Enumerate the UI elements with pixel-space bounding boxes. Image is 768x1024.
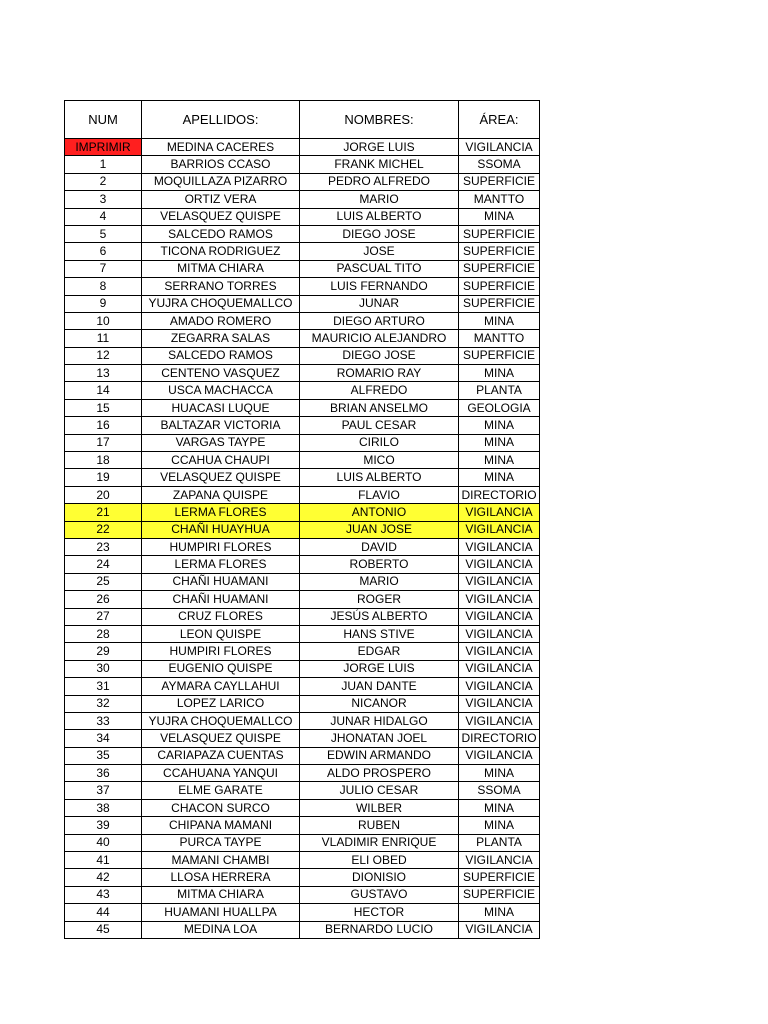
table-row (65, 191, 540, 208)
cell-nombres: DIEGO ARTURO (300, 312, 459, 329)
cell-nombres: JHONATAN JOEL (300, 730, 459, 747)
cell-area: VIGILANCIA (459, 678, 540, 695)
cell-area: MINA (459, 765, 540, 782)
cell-nombres: ALDO PROSPERO (300, 765, 459, 782)
table-row (65, 156, 540, 173)
cell-apellidos: HUMPIRI FLORES (142, 538, 300, 555)
table-row (65, 869, 540, 886)
cell-num: 36 (65, 765, 142, 782)
cell-num: 26 (65, 591, 142, 608)
cell-apellidos: BALTAZAR VICTORIA (142, 417, 300, 434)
cell-apellidos: CHAÑI HUAMANI (142, 591, 300, 608)
cell-num: 27 (65, 608, 142, 625)
cell-nombres: GUSTAVO (300, 886, 459, 903)
cell-num: 29 (65, 643, 142, 660)
cell-apellidos: VELASQUEZ QUISPE (142, 208, 300, 225)
cell-area: VIGILANCIA (459, 573, 540, 590)
cell-nombres: RUBEN (300, 817, 459, 834)
cell-num: 15 (65, 399, 142, 416)
cell-apellidos: LERMA FLORES (142, 504, 300, 521)
cell-area: SUPERFICIE (459, 260, 540, 277)
cell-apellidos: HUACASI LUQUE (142, 399, 300, 416)
cell-num: 11 (65, 330, 142, 347)
table-row (65, 747, 540, 764)
cell-num: 23 (65, 538, 142, 555)
cell-area: MINA (459, 417, 540, 434)
cell-nombres: JUAN DANTE (300, 678, 459, 695)
cell-num: 22 (65, 521, 142, 538)
cell-apellidos: CHACON SURCO (142, 799, 300, 816)
cell-nombres: FRANK MICHEL (300, 156, 459, 173)
cell-nombres: ALFREDO (300, 382, 459, 399)
cell-apellidos: CHAÑI HUAMANI (142, 573, 300, 590)
cell-nombres: DAVID (300, 538, 459, 555)
table-row (65, 660, 540, 677)
table-row (65, 834, 540, 851)
table-row (65, 504, 540, 521)
cell-area: VIGILANCIA (459, 521, 540, 538)
table-row (65, 365, 540, 382)
cell-nombres: DIEGO JOSE (300, 347, 459, 364)
table-row (65, 608, 540, 625)
cell-nombres: MARIO (300, 573, 459, 590)
cell-apellidos: CHAÑI HUAYHUA (142, 521, 300, 538)
cell-num: 25 (65, 573, 142, 590)
cell-nombres: ANTONIO (300, 504, 459, 521)
cell-apellidos: CARIAPAZA CUENTAS (142, 747, 300, 764)
cell-apellidos: AMADO ROMERO (142, 312, 300, 329)
table-row (65, 591, 540, 608)
cell-nombres: JORGE LUIS (300, 660, 459, 677)
cell-nombres: HECTOR (300, 904, 459, 921)
cell-nombres: CIRILO (300, 434, 459, 451)
cell-apellidos: LOPEZ LARICO (142, 695, 300, 712)
table-row (65, 382, 540, 399)
table-row (65, 625, 540, 642)
cell-nombres: WILBER (300, 799, 459, 816)
cell-area: MANTTO (459, 330, 540, 347)
cell-num: 1 (65, 156, 142, 173)
cell-nombres: EDGAR (300, 643, 459, 660)
cell-nombres: JUAN JOSE (300, 521, 459, 538)
cell-num: 38 (65, 799, 142, 816)
cell-apellidos: AYMARA CAYLLAHUI (142, 678, 300, 695)
cell-area: SUPERFICIE (459, 278, 540, 295)
cell-area: VIGILANCIA (459, 504, 540, 521)
cell-nombres: NICANOR (300, 695, 459, 712)
table-row (65, 556, 540, 573)
table-row (65, 695, 540, 712)
personnel-table (64, 100, 540, 939)
cell-area: VIGILANCIA (459, 625, 540, 642)
table-row (65, 521, 540, 538)
cell-nombres: LUIS FERNANDO (300, 278, 459, 295)
table-row (65, 886, 540, 903)
cell-apellidos: YUJRA CHOQUEMALLCO (142, 712, 300, 729)
table-row (65, 399, 540, 416)
cell-apellidos: MEDINA LOA (142, 921, 300, 938)
cell-apellidos: MEDINA CACERES (142, 139, 300, 156)
cell-nombres: JULIO CESAR (300, 782, 459, 799)
table-row (65, 330, 540, 347)
table-row (65, 243, 540, 260)
cell-num: 7 (65, 260, 142, 277)
table-row (65, 538, 540, 555)
table-row (65, 730, 540, 747)
table-row (65, 921, 540, 938)
cell-nombres: ROGER (300, 591, 459, 608)
cell-area: VIGILANCIA (459, 556, 540, 573)
cell-apellidos: PURCA TAYPE (142, 834, 300, 851)
cell-area: VIGILANCIA (459, 921, 540, 938)
cell-area: MINA (459, 365, 540, 382)
cell-num: 12 (65, 347, 142, 364)
cell-num: 6 (65, 243, 142, 260)
cell-area: MINA (459, 904, 540, 921)
cell-num: 18 (65, 452, 142, 469)
cell-area: VIGILANCIA (459, 643, 540, 660)
cell-area: MANTTO (459, 191, 540, 208)
cell-area: MINA (459, 817, 540, 834)
table-row (65, 573, 540, 590)
cell-area: VIGILANCIA (459, 139, 540, 156)
cell-num: 24 (65, 556, 142, 573)
cell-nombres: JORGE LUIS (300, 139, 459, 156)
cell-num: 13 (65, 365, 142, 382)
cell-apellidos: VELASQUEZ QUISPE (142, 730, 300, 747)
header-area: ÁREA: (459, 101, 540, 139)
cell-area: VIGILANCIA (459, 747, 540, 764)
cell-apellidos: CHIPANA MAMANI (142, 817, 300, 834)
cell-nombres: BRIAN ANSELMO (300, 399, 459, 416)
cell-nombres: EDWIN ARMANDO (300, 747, 459, 764)
cell-area: PLANTA (459, 834, 540, 851)
cell-apellidos: HUMPIRI FLORES (142, 643, 300, 660)
cell-num: 31 (65, 678, 142, 695)
table-row (65, 260, 540, 277)
cell-num: 33 (65, 712, 142, 729)
cell-nombres: PASCUAL TITO (300, 260, 459, 277)
cell-apellidos: HUAMANI HUALLPA (142, 904, 300, 921)
cell-area: VIGILANCIA (459, 712, 540, 729)
cell-area: MINA (459, 452, 540, 469)
cell-num: 8 (65, 278, 142, 295)
cell-num: 28 (65, 625, 142, 642)
cell-nombres: BERNARDO LUCIO (300, 921, 459, 938)
cell-apellidos: SERRANO TORRES (142, 278, 300, 295)
cell-apellidos: BARRIOS CCASO (142, 156, 300, 173)
table-row (65, 295, 540, 312)
cell-apellidos: CCAHUA CHAUPI (142, 452, 300, 469)
table-row (65, 799, 540, 816)
cell-num: 43 (65, 886, 142, 903)
cell-num: 16 (65, 417, 142, 434)
header-apellidos: APELLIDOS: (142, 101, 300, 139)
cell-nombres: ELI OBED (300, 852, 459, 869)
cell-area: SSOMA (459, 782, 540, 799)
cell-num: 17 (65, 434, 142, 451)
cell-nombres: JUNAR (300, 295, 459, 312)
cell-area: SUPERFICIE (459, 295, 540, 312)
cell-area: SUPERFICIE (459, 173, 540, 190)
cell-nombres: MICO (300, 452, 459, 469)
cell-apellidos: USCA MACHACCA (142, 382, 300, 399)
cell-nombres: DIONISIO (300, 869, 459, 886)
table-row (65, 643, 540, 660)
cell-num: 34 (65, 730, 142, 747)
cell-nombres: ROBERTO (300, 556, 459, 573)
table-row (65, 208, 540, 225)
cell-area: SUPERFICIE (459, 225, 540, 242)
cell-area: MINA (459, 799, 540, 816)
table-row (65, 417, 540, 434)
cell-area: SUPERFICIE (459, 886, 540, 903)
table-row (65, 452, 540, 469)
header-nombres: NOMBRES: (300, 101, 459, 139)
table-row (65, 782, 540, 799)
cell-apellidos: ZEGARRA SALAS (142, 330, 300, 347)
cell-apellidos: VARGAS TAYPE (142, 434, 300, 451)
cell-num: 30 (65, 660, 142, 677)
cell-area: SUPERFICIE (459, 243, 540, 260)
cell-num: 41 (65, 852, 142, 869)
cell-apellidos: VELASQUEZ QUISPE (142, 469, 300, 486)
table-row (65, 712, 540, 729)
cell-area: MINA (459, 312, 540, 329)
cell-apellidos: MAMANI CHAMBI (142, 852, 300, 869)
cell-nombres: JUNAR HIDALGO (300, 712, 459, 729)
cell-area: DIRECTORIO (459, 730, 540, 747)
cell-num: 3 (65, 191, 142, 208)
table-row (65, 312, 540, 329)
cell-apellidos: MITMA CHIARA (142, 886, 300, 903)
cell-num: 35 (65, 747, 142, 764)
cell-apellidos: MITMA CHIARA (142, 260, 300, 277)
cell-num: 21 (65, 504, 142, 521)
table-row (65, 469, 540, 486)
table-row (65, 347, 540, 364)
cell-num: 39 (65, 817, 142, 834)
cell-area: SSOMA (459, 156, 540, 173)
cell-area: VIGILANCIA (459, 852, 540, 869)
cell-area: VIGILANCIA (459, 695, 540, 712)
cell-num: 19 (65, 469, 142, 486)
cell-nombres: ROMARIO RAY (300, 365, 459, 382)
table-row (65, 434, 540, 451)
cell-area: PLANTA (459, 382, 540, 399)
cell-nombres: LUIS ALBERTO (300, 469, 459, 486)
cell-apellidos: CCAHUANA YANQUI (142, 765, 300, 782)
cell-nombres: LUIS ALBERTO (300, 208, 459, 225)
cell-num: 40 (65, 834, 142, 851)
cell-area: VIGILANCIA (459, 660, 540, 677)
cell-apellidos: ELME GARATE (142, 782, 300, 799)
cell-num: 2 (65, 173, 142, 190)
cell-num: 14 (65, 382, 142, 399)
cell-apellidos: EUGENIO QUISPE (142, 660, 300, 677)
cell-nombres: PAUL CESAR (300, 417, 459, 434)
cell-area: MINA (459, 434, 540, 451)
table-row (65, 678, 540, 695)
header-row (65, 101, 540, 139)
table-row (65, 852, 540, 869)
cell-apellidos: CRUZ FLORES (142, 608, 300, 625)
cell-num: 32 (65, 695, 142, 712)
cell-nombres: JESÚS ALBERTO (300, 608, 459, 625)
cell-area: GEOLOGIA (459, 399, 540, 416)
table-row (65, 278, 540, 295)
cell-area: VIGILANCIA (459, 591, 540, 608)
cell-area: DIRECTORIO (459, 486, 540, 503)
table-row (65, 486, 540, 503)
cell-area: VIGILANCIA (459, 608, 540, 625)
cell-num: 42 (65, 869, 142, 886)
header-num: NUM (65, 101, 142, 139)
cell-num: 9 (65, 295, 142, 312)
cell-apellidos: SALCEDO RAMOS (142, 225, 300, 242)
cell-apellidos: LERMA FLORES (142, 556, 300, 573)
cell-area: MINA (459, 469, 540, 486)
cell-nombres: JOSE (300, 243, 459, 260)
cell-apellidos: ORTIZ VERA (142, 191, 300, 208)
cell-apellidos: SALCEDO RAMOS (142, 347, 300, 364)
cell-nombres: MAURICIO ALEJANDRO (300, 330, 459, 347)
cell-apellidos: TICONA RODRIGUEZ (142, 243, 300, 260)
first-row (65, 139, 540, 156)
cell-apellidos: LEON QUISPE (142, 625, 300, 642)
print-cell[interactable]: IMPRIMIR (65, 139, 142, 156)
cell-num: 4 (65, 208, 142, 225)
cell-area: SUPERFICIE (459, 347, 540, 364)
table-row (65, 225, 540, 242)
table-row (65, 817, 540, 834)
cell-num: 10 (65, 312, 142, 329)
cell-apellidos: CENTENO VASQUEZ (142, 365, 300, 382)
cell-apellidos: YUJRA CHOQUEMALLCO (142, 295, 300, 312)
cell-num: 44 (65, 904, 142, 921)
cell-nombres: HANS STIVE (300, 625, 459, 642)
cell-area: SUPERFICIE (459, 869, 540, 886)
cell-nombres: VLADIMIR ENRIQUE (300, 834, 459, 851)
cell-nombres: PEDRO ALFREDO (300, 173, 459, 190)
table-row (65, 173, 540, 190)
cell-apellidos: MOQUILLAZA PIZARRO (142, 173, 300, 190)
cell-nombres: DIEGO JOSE (300, 225, 459, 242)
cell-num: 37 (65, 782, 142, 799)
cell-nombres: FLAVIO (300, 486, 459, 503)
cell-num: 45 (65, 921, 142, 938)
cell-apellidos: LLOSA HERRERA (142, 869, 300, 886)
table-row (65, 904, 540, 921)
cell-apellidos: ZAPANA QUISPE (142, 486, 300, 503)
cell-num: 20 (65, 486, 142, 503)
cell-area: VIGILANCIA (459, 538, 540, 555)
cell-num: 5 (65, 225, 142, 242)
cell-nombres: MARIO (300, 191, 459, 208)
cell-area: MINA (459, 208, 540, 225)
table-row (65, 765, 540, 782)
